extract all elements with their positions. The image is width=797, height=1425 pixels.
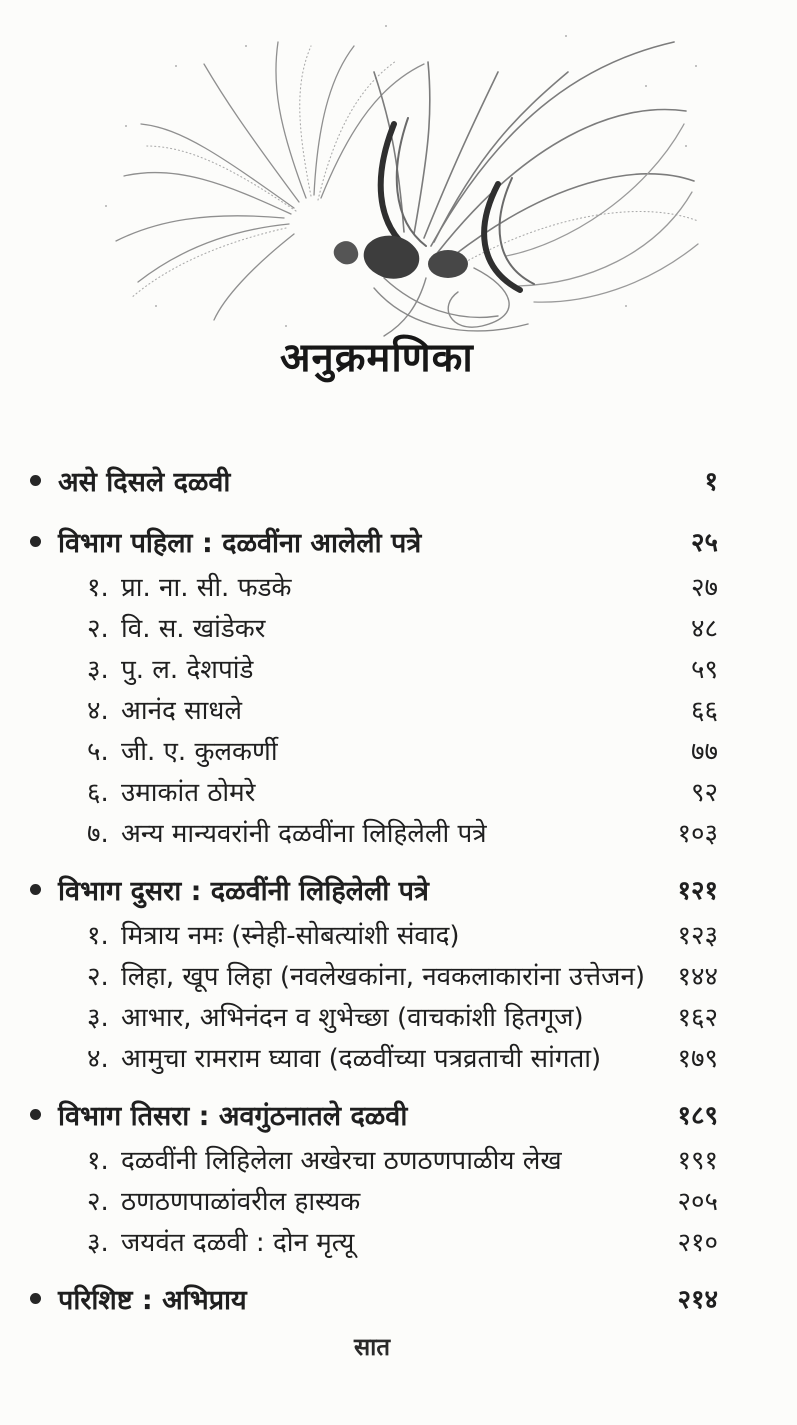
- bullet-icon: [30, 1109, 41, 1120]
- entry-page-number: ६६: [690, 695, 718, 726]
- entry-page-number: २०५: [677, 1186, 718, 1217]
- entry-title: आमुचा रामराम घ्यावा (दळवींच्या पत्रव्रताची सांगता): [121, 1043, 602, 1074]
- toc-section-entry: [30, 865, 718, 913]
- entry-page-number: १: [704, 467, 718, 497]
- entry-title: विभाग पहिला : दळवींना आलेली पत्रे: [58, 527, 422, 559]
- entry-title: लिहा, खूप लिहा (नवलेखकांना, नवकलाकारांना उत्तेजन): [121, 961, 646, 992]
- toc-section-entry: [30, 1090, 718, 1138]
- entry-page-number: २१४: [677, 1285, 718, 1315]
- entry-title: मित्राय नमः (स्नेही-सोबत्यांशी संवाद): [121, 920, 460, 951]
- entry-title: अन्य मान्यवरांनी दळवींना लिहिलेली पत्रे: [121, 818, 487, 849]
- entry-title: वि. स. खांडेकर: [121, 613, 266, 644]
- toc-item-entry: [30, 729, 718, 770]
- entry-number: २.: [87, 961, 109, 992]
- entry-page-number: २७: [690, 572, 718, 603]
- entry-page-number: १०३: [677, 818, 718, 849]
- entry-title: परिशिष्ट : अभिप्राय: [58, 1284, 247, 1316]
- entry-page-number: १७९: [677, 1043, 718, 1074]
- entry-number: १.: [87, 920, 109, 951]
- page-title: अनुक्रमणिका: [280, 335, 474, 381]
- entry-title: जयवंत दळवी : दोन मृत्यू: [121, 1227, 355, 1258]
- entry-page-number: १८९: [677, 1101, 718, 1131]
- entry-page-number: २१०: [677, 1227, 718, 1258]
- entry-title: ठणठणपाळांवरील हास्यक: [121, 1186, 361, 1217]
- entry-page-number: २५: [690, 528, 718, 558]
- toc-item-entry: [30, 647, 718, 688]
- entry-title: प्रा. ना. सी. फडके: [121, 572, 292, 603]
- toc-item-entry: [30, 811, 718, 852]
- toc-item-entry: [30, 913, 718, 954]
- entry-page-number: १६२: [677, 1002, 718, 1033]
- entry-title: जी. ए. कुलकर्णी: [121, 736, 278, 767]
- ink-flourish-illustration: [86, 6, 708, 340]
- entry-title: विभाग तिसरा : अवगुंठनातले दळवी: [58, 1100, 408, 1132]
- entry-page-number: ९२: [690, 777, 718, 808]
- entry-title: असे दिसले दळवी: [58, 466, 231, 498]
- toc-section-entry: [30, 1274, 718, 1322]
- toc-item-entry: [30, 688, 718, 729]
- entry-title: पु. ल. देशपांडे: [121, 654, 254, 685]
- entry-number: ३.: [87, 1227, 109, 1258]
- entry-title: आभार, अभिनंदन व शुभेच्छा (वाचकांशी हितगूज): [121, 1002, 584, 1033]
- entry-page-number: ७७: [690, 736, 718, 767]
- entry-number: २.: [87, 613, 109, 644]
- toc-item-entry: [30, 1036, 718, 1077]
- entry-number: १.: [87, 572, 109, 603]
- entry-number: ६.: [87, 777, 109, 808]
- entry-number: ३.: [87, 654, 109, 685]
- toc-item-entry: [30, 1220, 718, 1261]
- footer-page-number: सात: [353, 1333, 391, 1361]
- entry-page-number: ४८: [690, 613, 718, 644]
- toc-item-entry: [30, 565, 718, 606]
- entry-page-number: १४४: [677, 961, 718, 992]
- bullet-icon: [30, 475, 41, 486]
- toc-item-entry: [30, 954, 718, 995]
- entry-number: ३.: [87, 1002, 109, 1033]
- toc-item-entry: [30, 770, 718, 811]
- bullet-icon: [30, 884, 41, 895]
- entry-title: उमाकांत ठोमरे: [121, 777, 256, 808]
- entry-number: ७.: [87, 818, 109, 849]
- toc-item-entry: [30, 606, 718, 647]
- bullet-icon: [30, 1293, 41, 1304]
- toc-list: [30, 456, 718, 1322]
- toc-section-entry: [30, 517, 718, 565]
- entry-title: आनंद साधले: [121, 695, 243, 726]
- entry-page-number: १२३: [677, 920, 718, 951]
- bullet-icon: [30, 536, 41, 547]
- entry-title: दळवींनी लिहिलेला अखेरचा ठणठणपाळीय लेख: [121, 1145, 562, 1176]
- entry-number: २.: [87, 1186, 109, 1217]
- entry-title: विभाग दुसरा : दळवींनी लिहिलेली पत्रे: [58, 875, 429, 907]
- toc-item-entry: [30, 995, 718, 1036]
- entry-number: ४.: [87, 1043, 109, 1074]
- toc-section-entry: [30, 456, 718, 504]
- entry-number: ५.: [87, 736, 109, 767]
- entry-page-number: १९१: [677, 1145, 718, 1176]
- toc-item-entry: [30, 1179, 718, 1220]
- entry-number: १.: [87, 1145, 109, 1176]
- toc-item-entry: [30, 1138, 718, 1179]
- entry-page-number: १२१: [677, 876, 718, 906]
- entry-number: ४.: [87, 695, 109, 726]
- entry-page-number: ५९: [690, 654, 718, 685]
